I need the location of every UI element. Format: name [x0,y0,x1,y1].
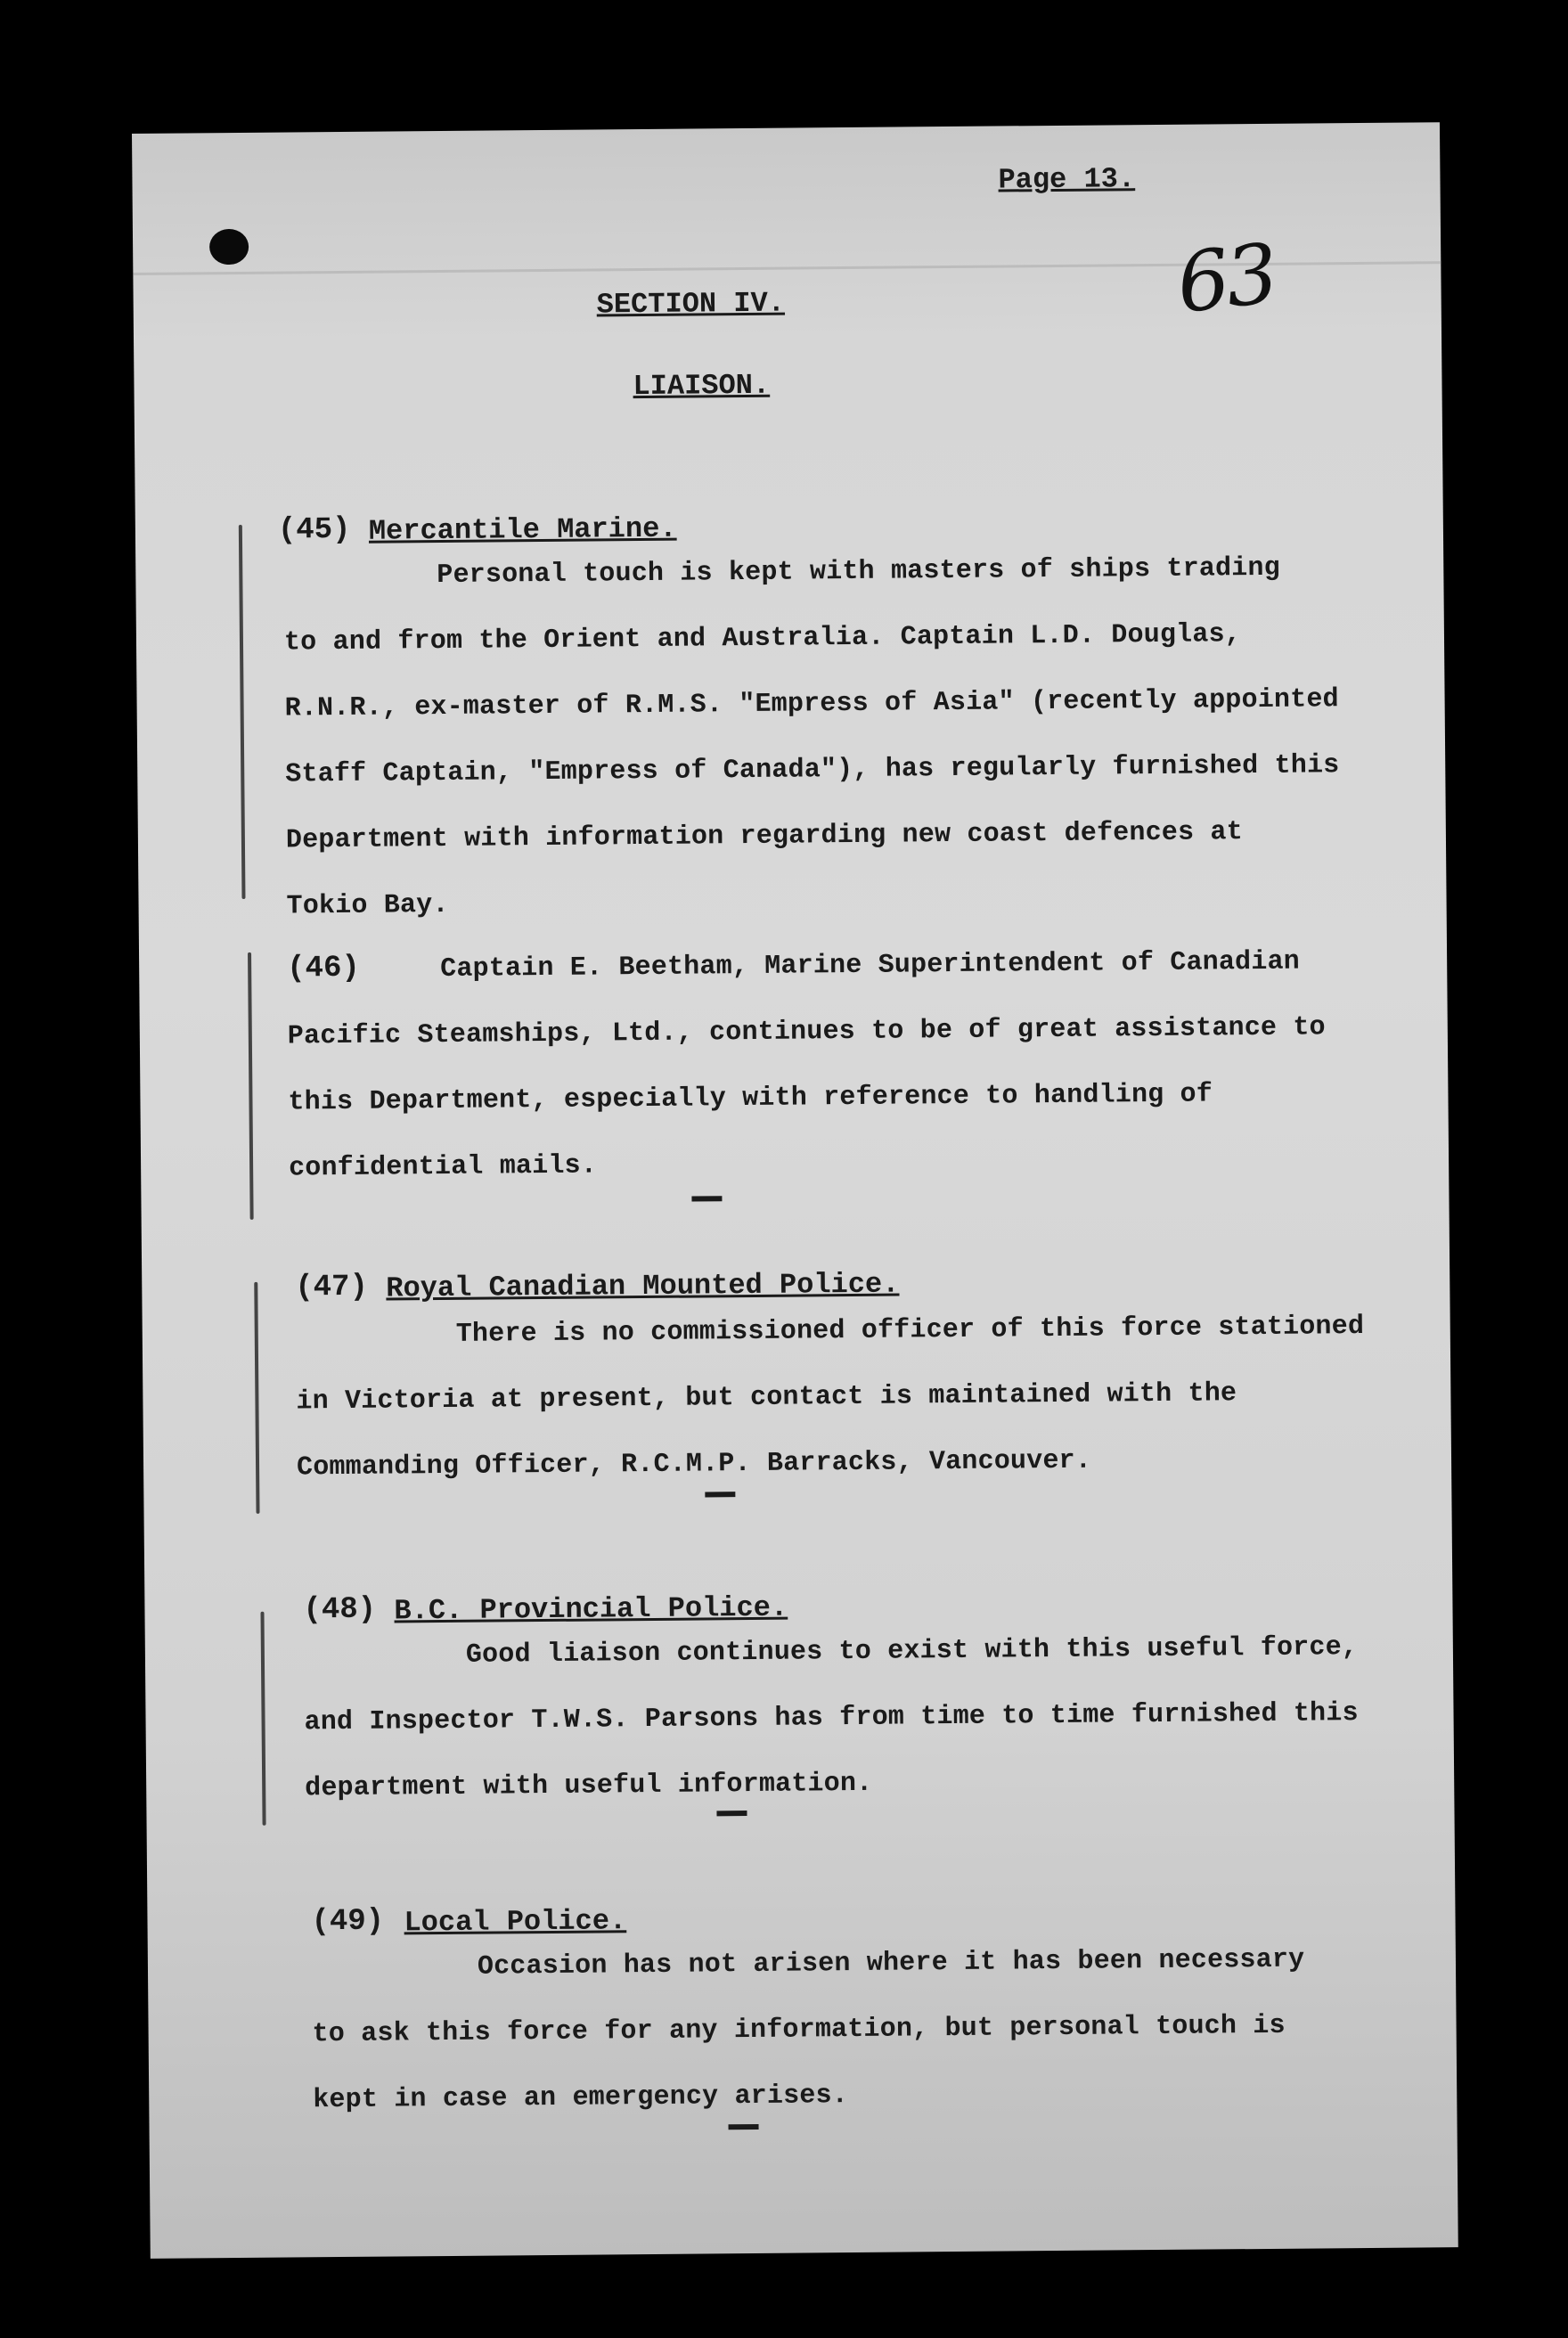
text-line: Staff Captain, "Empress of Canada"), has regularly furnished this [285,750,1340,790]
text-line: to and from the Orient and Australia. Captain L.D. Douglas, [283,619,1242,658]
text-line: R.N.R., ex-master of R.M.S. "Empress of Asia" (recently appointed [284,684,1339,724]
text-line: Personal touch is kept with masters of ships trading [437,552,1281,592]
margin-line [248,952,254,1220]
text-line: and Inspector T.W.S. Parsons has from time to time furnished this [304,1698,1359,1738]
paragraph-number: (47) [295,1270,369,1305]
page-number: Page 13. [998,162,1136,197]
paragraph-title: B.C. Provincial Police. [394,1590,788,1628]
text-line: Captain E. Beetham, Marine Superintendent of Canadian [440,946,1301,985]
margin-line [260,1612,265,1826]
text-line: Tokio Bay. [286,889,449,922]
paragraph-title: Royal Canadian Mounted Police. [386,1267,900,1305]
text-line: to ask this force for any information, but personal touch is [312,2010,1286,2050]
punch-hole [209,229,249,265]
text-line: kept in case an emergency arises. [313,2080,849,2116]
text-line: Pacific Steamships, Ltd., continues to be of great assistance to [287,1012,1326,1052]
paragraph-number: (48) [303,1592,377,1628]
separator-dash [729,2124,759,2130]
paragraph-number: (46) [287,951,360,986]
separator-dash [691,1196,722,1201]
margin-line [239,525,246,899]
text-line: department with useful information. [305,1768,873,1804]
text-line: Department with information regarding new coast defences at [285,817,1244,856]
text-line: Commanding Officer, R.C.M.P. Barracks, Vancouver. [296,1445,1092,1484]
text-line: this Department, especially with reference to handling of [288,1079,1213,1118]
text-line: There is no commissioned officer of this force stationed [455,1311,1365,1350]
document-page [132,122,1458,2259]
text-line: Good liaison continues to exist with this useful force, [465,1632,1359,1671]
paragraph-number: (45) [277,512,351,548]
text-line: confidential mails. [288,1150,598,1184]
paragraph-title: Local Police. [404,1904,627,1940]
section-heading: SECTION IV. [596,286,786,322]
handwritten-folio-number: 63 [1172,225,1280,332]
separator-dash [705,1492,735,1497]
separator-dash [716,1811,747,1816]
text-line: Occasion has not arisen where it has been necessary [477,1944,1305,1982]
text-line: in Victoria at present, but contact is maintained with the [296,1378,1237,1418]
margin-line [254,1282,259,1514]
paragraph-title: Mercantile Marine. [368,511,677,548]
paragraph-number: (49) [311,1904,385,1940]
section-title: LIAISON. [633,368,771,404]
